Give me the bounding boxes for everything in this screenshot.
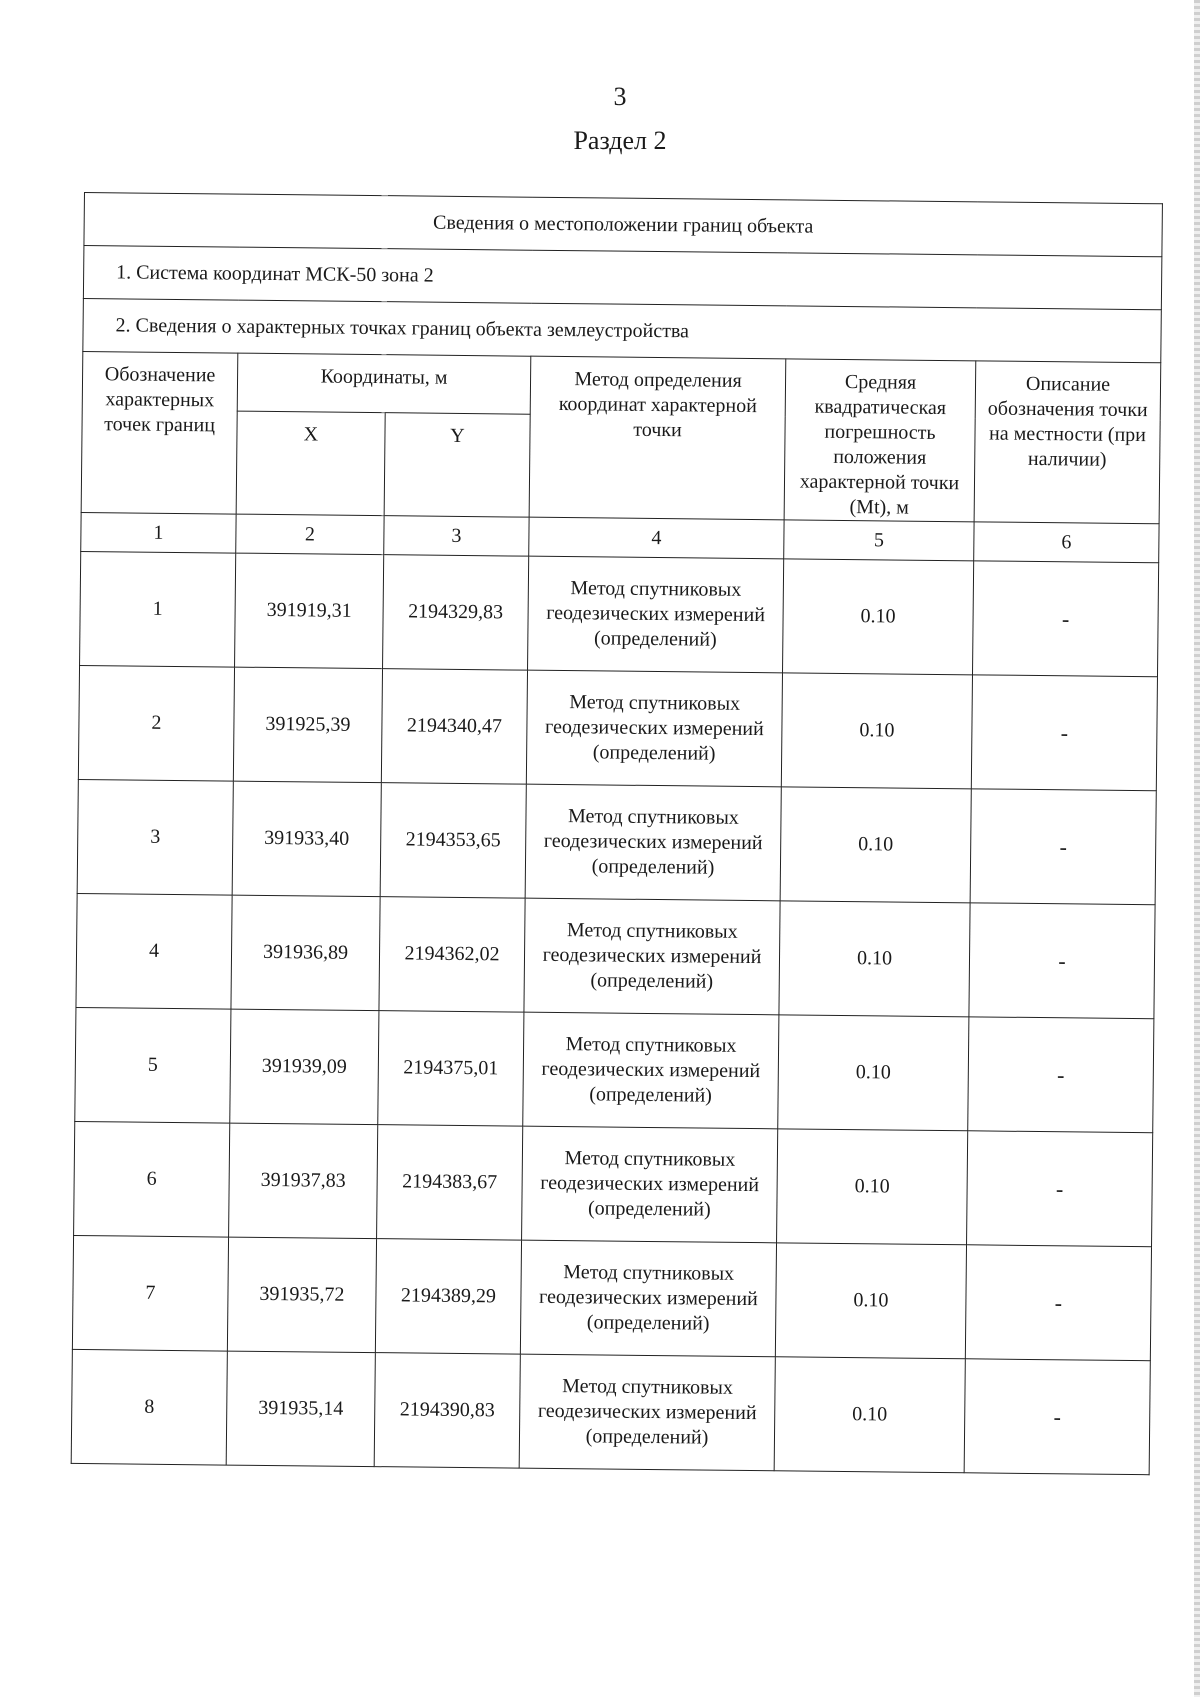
coordinates-table-wrap: [71, 192, 1164, 1475]
header-description: Описание обозначения точки на местности (при наличии): [974, 361, 1161, 524]
mt-cell: 0.10: [778, 1015, 969, 1131]
table-row: [77, 779, 1156, 904]
point-number-cell: 8: [71, 1349, 227, 1465]
y-coordinate-cell: 2194390,83: [374, 1353, 520, 1469]
x-coordinate-cell: 391935,72: [227, 1237, 376, 1353]
point-number-cell: 5: [75, 1007, 231, 1123]
description-cell: -: [964, 1359, 1150, 1475]
y-coordinate-cell: 2194329,83: [383, 555, 529, 671]
mt-cell: 0.10: [777, 1129, 968, 1245]
coordinates-table: [71, 192, 1163, 1475]
description-cell: -: [969, 903, 1155, 1019]
y-coordinate-cell: 2194383,67: [377, 1125, 523, 1241]
y-coordinate-cell: 2194340,47: [381, 669, 527, 785]
y-coordinate-cell: 2194375,01: [378, 1011, 524, 1127]
point-number-cell: 3: [77, 779, 233, 895]
column-number: 2: [236, 514, 384, 555]
table-caption: Сведения о местоположении границ объекта: [84, 193, 1162, 257]
method-cell: Метод спутниковых геодезических измерений (определений): [523, 1012, 779, 1129]
description-cell: -: [965, 1245, 1151, 1361]
header-method: Метод определения координат характерной точки: [529, 356, 786, 520]
y-coordinate-cell: 2194353,65: [380, 783, 526, 899]
points-caption-row: 2. Сведения о характерных точках границ объекта землеустройства: [83, 298, 1161, 362]
table-row: [76, 893, 1155, 1018]
method-cell: Метод спутниковых геодезических измерений (определений): [522, 1126, 778, 1243]
header-coordinates: Координаты, м: [237, 353, 531, 414]
page-number: 3: [613, 82, 627, 111]
table-row: [72, 1235, 1151, 1360]
table-row: [78, 665, 1157, 790]
point-number-cell: 6: [74, 1121, 230, 1237]
description-cell: -: [968, 1017, 1154, 1133]
method-cell: Метод спутниковых геодезических измерений (определений): [526, 670, 782, 787]
column-number: 6: [974, 522, 1159, 563]
y-coordinate-cell: 2194362,02: [379, 897, 525, 1013]
x-coordinate-cell: 391933,40: [232, 781, 381, 897]
header-point-designation: Обозначение характерных точек границ: [81, 351, 238, 514]
point-number-cell: 2: [78, 665, 234, 781]
table-row: [74, 1121, 1153, 1246]
header-x: X: [236, 411, 385, 516]
method-cell: Метод спутниковых геодезических измерений (определений): [524, 898, 780, 1015]
mt-cell: 0.10: [779, 901, 970, 1017]
method-cell: Метод спутниковых геодезических измерений (определений): [520, 1240, 776, 1357]
mt-cell: 0.10: [783, 559, 974, 675]
column-number: 5: [784, 520, 974, 561]
header-y: Y: [384, 412, 530, 517]
point-number-cell: 7: [72, 1235, 228, 1351]
point-number-cell: 4: [76, 893, 232, 1009]
description-cell: -: [971, 675, 1157, 791]
column-number: 1: [81, 512, 236, 553]
description-cell: -: [972, 561, 1158, 677]
header-mt: Средняя квадратическая погрешность положения характерной точки (Mt), м: [784, 359, 976, 522]
table-row: [80, 551, 1159, 676]
mt-cell: 0.10: [775, 1243, 966, 1359]
column-number: 4: [529, 517, 784, 559]
column-number: 3: [384, 516, 529, 557]
table-row: [71, 1349, 1150, 1474]
table-row: [75, 1007, 1154, 1132]
x-coordinate-cell: 391939,09: [230, 1009, 379, 1125]
mt-cell: 0.10: [781, 673, 972, 789]
method-cell: Метод спутниковых геодезических измерений (определений): [525, 784, 781, 901]
section-title: Раздел 2: [573, 126, 667, 155]
y-coordinate-cell: 2194389,29: [375, 1239, 521, 1355]
method-cell: Метод спутниковых геодезических измерений (определений): [528, 556, 784, 673]
method-cell: Метод спутниковых геодезических измерений (определений): [519, 1354, 775, 1471]
mt-cell: 0.10: [774, 1357, 965, 1473]
scan-edge: [1194, 0, 1200, 1697]
coord-system-row: 1. Система координат МСК-50 зона 2: [83, 246, 1161, 310]
point-number-cell: 1: [80, 551, 236, 667]
x-coordinate-cell: 391919,31: [235, 553, 384, 669]
mt-cell: 0.10: [780, 787, 971, 903]
x-coordinate-cell: 391935,14: [226, 1351, 375, 1467]
description-cell: -: [970, 789, 1156, 905]
x-coordinate-cell: 391925,39: [233, 667, 382, 783]
description-cell: -: [967, 1131, 1153, 1247]
x-coordinate-cell: 391936,89: [231, 895, 380, 1011]
x-coordinate-cell: 391937,83: [229, 1123, 378, 1239]
